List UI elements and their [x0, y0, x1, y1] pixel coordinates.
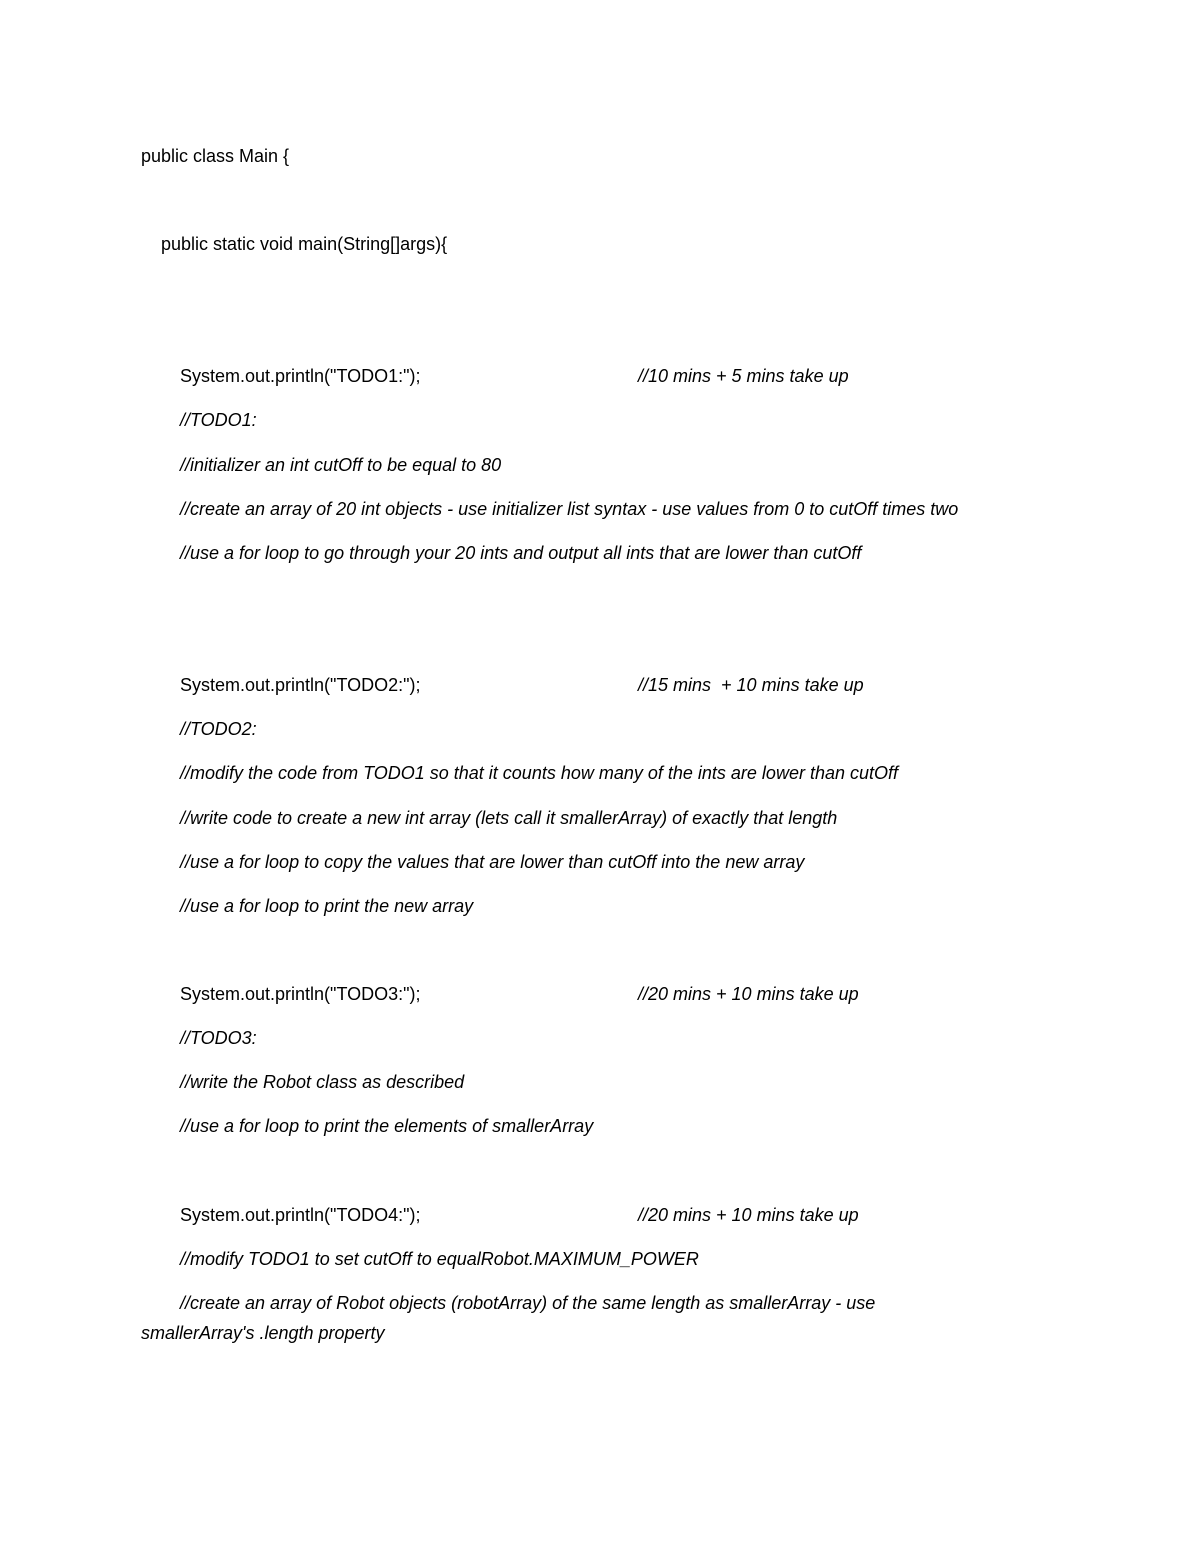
todo1-line: //create an array of 20 int objects - use initializer list syntax - use values from 0 to cutOff times two — [180, 499, 959, 519]
todo2-line: //use a for loop to print the new array — [180, 896, 474, 916]
main-method-declaration: public static void main(String[]args){ — [161, 234, 448, 254]
todo4-line: smallerArray's .length property — [141, 1323, 385, 1343]
todo2-line: //write code to create a new int array (lets call it smallerArray) of exactly that length — [180, 808, 838, 828]
todo4-line: //create an array of Robot objects (robotArray) of the same length as smallerArray - use — [180, 1293, 876, 1313]
class-declaration: public class Main { — [141, 146, 290, 166]
todo2-line: //use a for loop to copy the values that are lower than cutOff into the new array — [180, 852, 805, 872]
todo3-label: //TODO3: — [180, 1028, 257, 1048]
todo3-line: //write the Robot class as described — [180, 1072, 465, 1092]
todo3-print-statement: System.out.println("TODO3:"); — [180, 984, 421, 1004]
todo3-line: //use a for loop to print the elements of smallerArray — [180, 1116, 594, 1136]
todo4-line: //modify TODO1 to set cutOff to equalRobot.MAXIMUM_POWER — [180, 1249, 699, 1269]
todo1-label: //TODO1: — [180, 410, 257, 430]
todo4-print-statement: System.out.println("TODO4:"); — [180, 1205, 421, 1225]
todo1-line: //use a for loop to go through your 20 ints and output all ints that are lower than cutOff — [180, 543, 862, 563]
todo3-time-comment: //20 mins + 10 mins take up — [638, 984, 859, 1004]
todo2-time-comment: //15 mins + 10 mins take up — [638, 675, 864, 695]
todo2-print-statement: System.out.println("TODO2:"); — [180, 675, 421, 695]
todo2-label: //TODO2: — [180, 719, 257, 739]
todo1-time-comment: //10 mins + 5 mins take up — [638, 366, 849, 386]
todo1-print-statement: System.out.println("TODO1:"); — [180, 366, 421, 386]
todo2-line: //modify the code from TODO1 so that it counts how many of the ints are lower than cutOff — [180, 763, 898, 783]
todo1-line: //initializer an int cutOff to be equal to 80 — [180, 455, 502, 475]
todo4-time-comment: //20 mins + 10 mins take up — [638, 1205, 859, 1225]
